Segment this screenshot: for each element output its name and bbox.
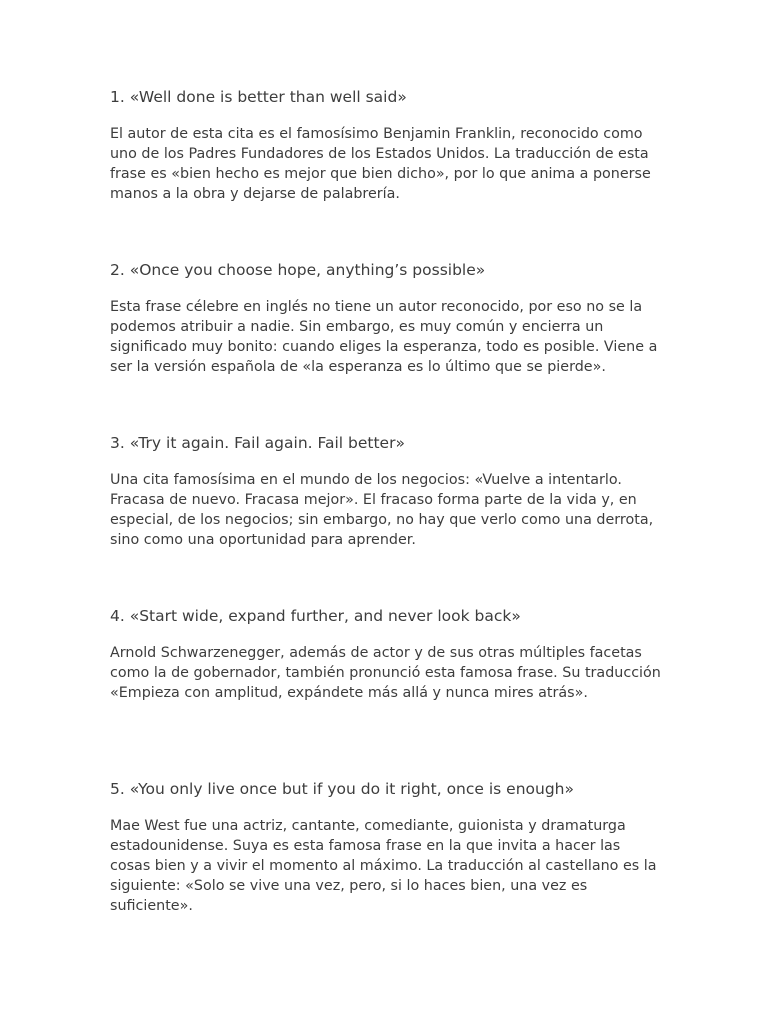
quote-paragraph: Mae West fue una actriz, cantante, comediante, guionista y dramaturga estadounidense. Suya es esta famosa frase en la que invita a hacer las cosas bien y a vivir el momento al máximo. La traducción al castellano es la siguiente: «Solo se vive una vez, pero, si lo haces bien, una vez es suficiente». [110,818,657,914]
quote-section-3 [110,432,662,605]
quote-section-5 [110,778,662,916]
quote-heading: 5. «You only live once but if you do it right, once is enough» [110,780,574,798]
quote-paragraph: Arnold Schwarzenegger, además de actor y de sus otras múltiples facetas como la de gobernador, también pronunció esta famosa frase. Su traducción «Empieza con amplitud, expándete más allá y nunca mires atrás». [110,645,661,701]
quote-heading: 1. «Well done is better than well said» [110,88,407,106]
quote-heading: 2. «Once you choose hope, anything’s possible» [110,261,486,279]
quote-paragraph: Una cita famosísima en el mundo de los negocios: «Vuelve a intentarlo. Fracasa de nuevo. Fracasa mejor». El fracaso forma parte de la vida y, en especial, de los negocios; sin embargo, no hay que verlo como una derrota, sino como una oportunidad para aprender. [110,472,654,548]
quote-section-4 [110,605,662,778]
quote-heading: 3. «Try it again. Fail again. Fail better» [110,434,405,452]
quote-section-1 [110,86,662,259]
quote-paragraph: El autor de esta cita es el famosísimo Benjamin Franklin, reconocido como uno de los Padres Fundadores de los Estados Unidos. La traducción de esta frase es «bien hecho es mejor que bien dicho», por lo que anima a ponerse manos a la obra y dejarse de palabrería. [110,126,651,202]
document-page [110,86,662,916]
quote-section-2 [110,259,662,432]
quote-heading: 4. «Start wide, expand further, and never look back» [110,607,521,625]
quote-paragraph: Esta frase célebre en inglés no tiene un autor reconocido, por eso no se la podemos atribuir a nadie. Sin embargo, es muy común y encierra un significado muy bonito: cuando eliges la esperanza, todo es posible. Viene a ser la versión española de «la esperanza es lo último que se pierde». [110,299,658,375]
